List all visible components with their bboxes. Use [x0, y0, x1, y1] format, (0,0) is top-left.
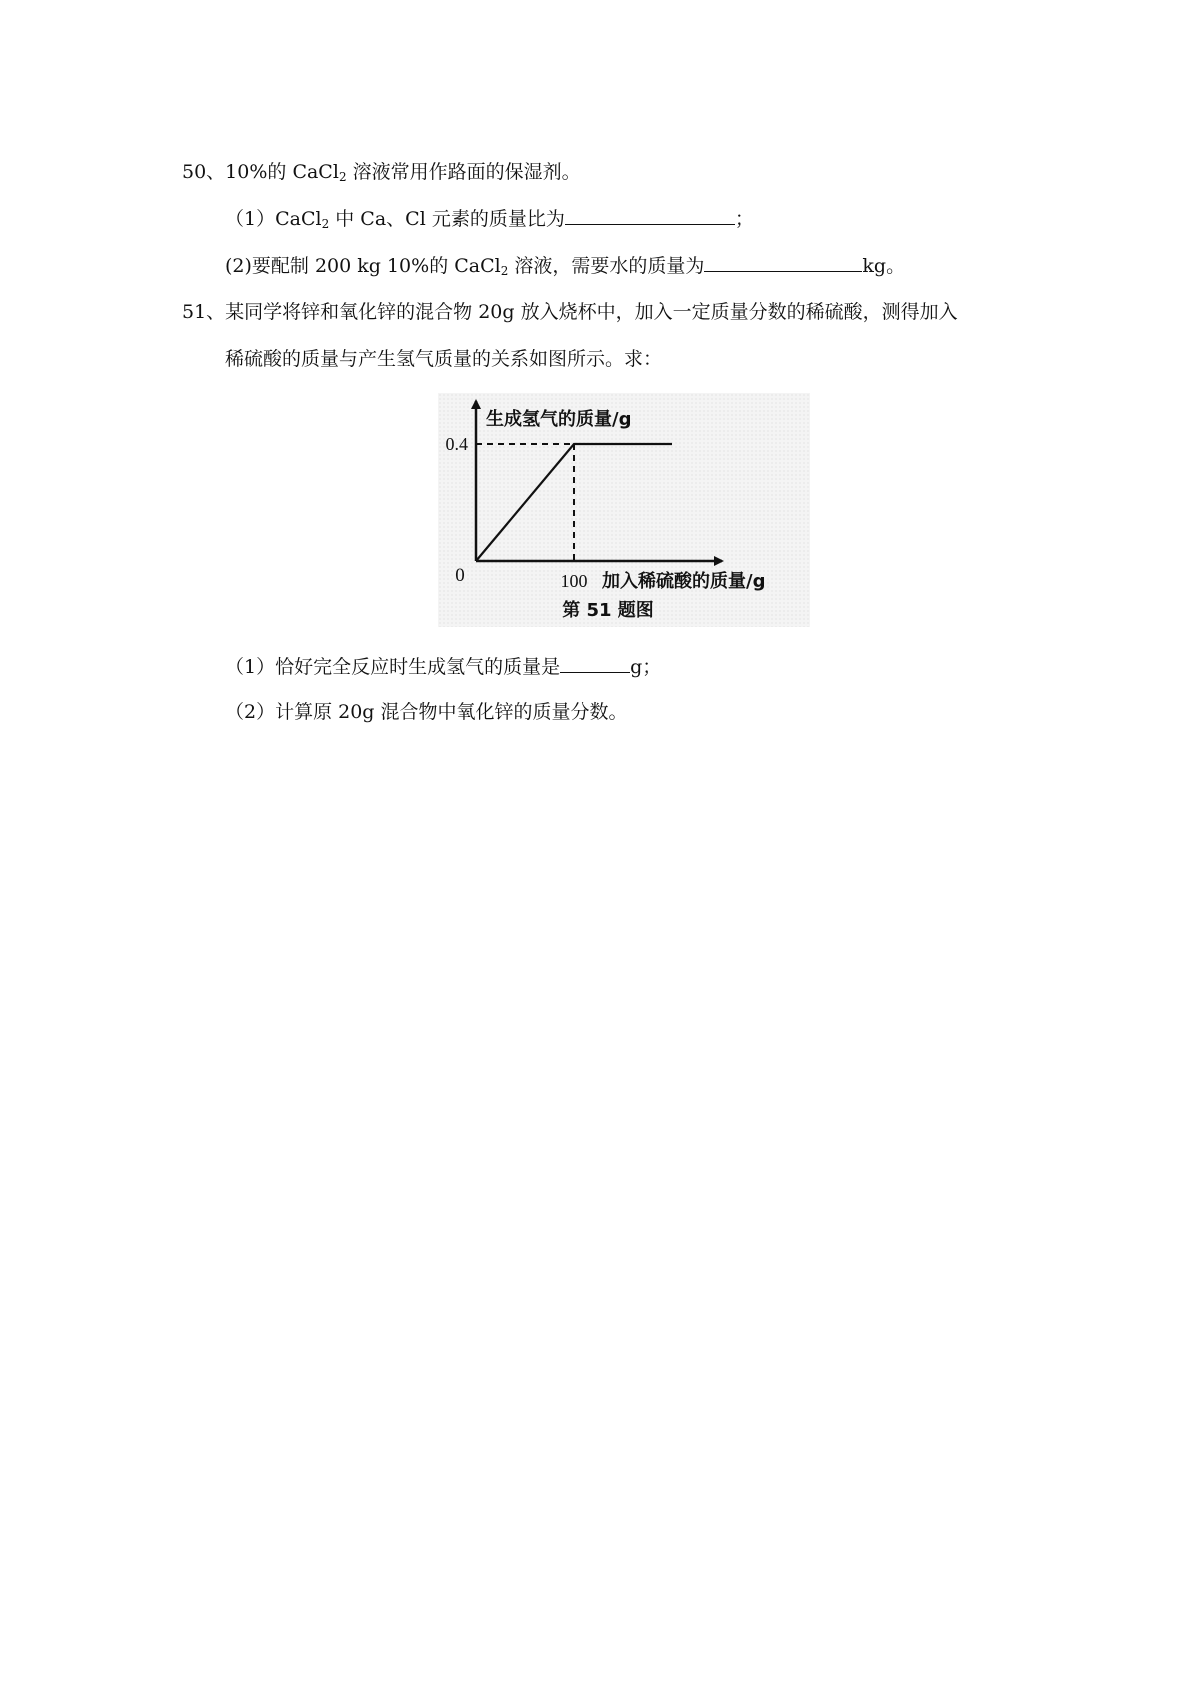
q51-part2: （2）计算原 20g 混合物中氧化锌的质量分数。	[225, 701, 628, 723]
q51-part1-answer-blank[interactable]	[560, 652, 630, 673]
q51-stem-line1: 51、某同学将锌和氧化锌的混合物 20g 放入烧杯中，加入一定质量分数的稀硫酸，测得加入	[182, 301, 958, 323]
figure-caption: 第 51 题图	[562, 600, 654, 621]
origin-label: 0	[455, 565, 465, 586]
x-axis-label: 加入稀硫酸的质量/g	[602, 571, 766, 592]
q51-figure	[438, 393, 810, 627]
x-tick-label: 100	[560, 571, 588, 591]
q50-part1-subscript: 2	[321, 217, 330, 231]
q51-part1-end: g；	[630, 656, 662, 678]
q50-stem-prefix: 50、10%的 CaCl	[182, 161, 339, 183]
q50-part2-subscript: 2	[500, 264, 509, 278]
q50-part2-prefix: (2)要配制 200 kg 10%的 CaCl	[225, 255, 501, 277]
q50-part1-prefix: （1）CaCl	[225, 208, 322, 230]
q50-part1-suffix: 中 Ca、Cl 元素的质量比为	[329, 208, 565, 230]
q50-part2-answer-blank[interactable]	[704, 251, 862, 272]
y-axis-label: 生成氢气的质量/g	[486, 409, 632, 430]
q51-chart	[438, 393, 810, 627]
q50-part2	[225, 251, 905, 280]
q50-part1-answer-blank[interactable]	[565, 204, 735, 225]
q50-part1	[225, 204, 754, 233]
q50-stem	[182, 158, 581, 186]
q50-part2-end: kg。	[862, 255, 906, 277]
q50-stem-subscript: 2	[338, 170, 347, 184]
q50-part2-suffix: 溶液，需要水的质量为	[508, 255, 705, 277]
q51-stem-line2: 稀硫酸的质量与产生氢气质量的关系如图所示。求：	[225, 348, 663, 370]
q50-stem-suffix: 溶液常用作路面的保湿剂。	[346, 161, 581, 183]
q51-part1	[225, 652, 661, 681]
q50-part1-end: ；	[734, 208, 754, 230]
q51-part1-text: （1）恰好完全反应时生成氢气的质量是	[225, 656, 561, 678]
y-tick-label: 0.4	[445, 434, 468, 454]
